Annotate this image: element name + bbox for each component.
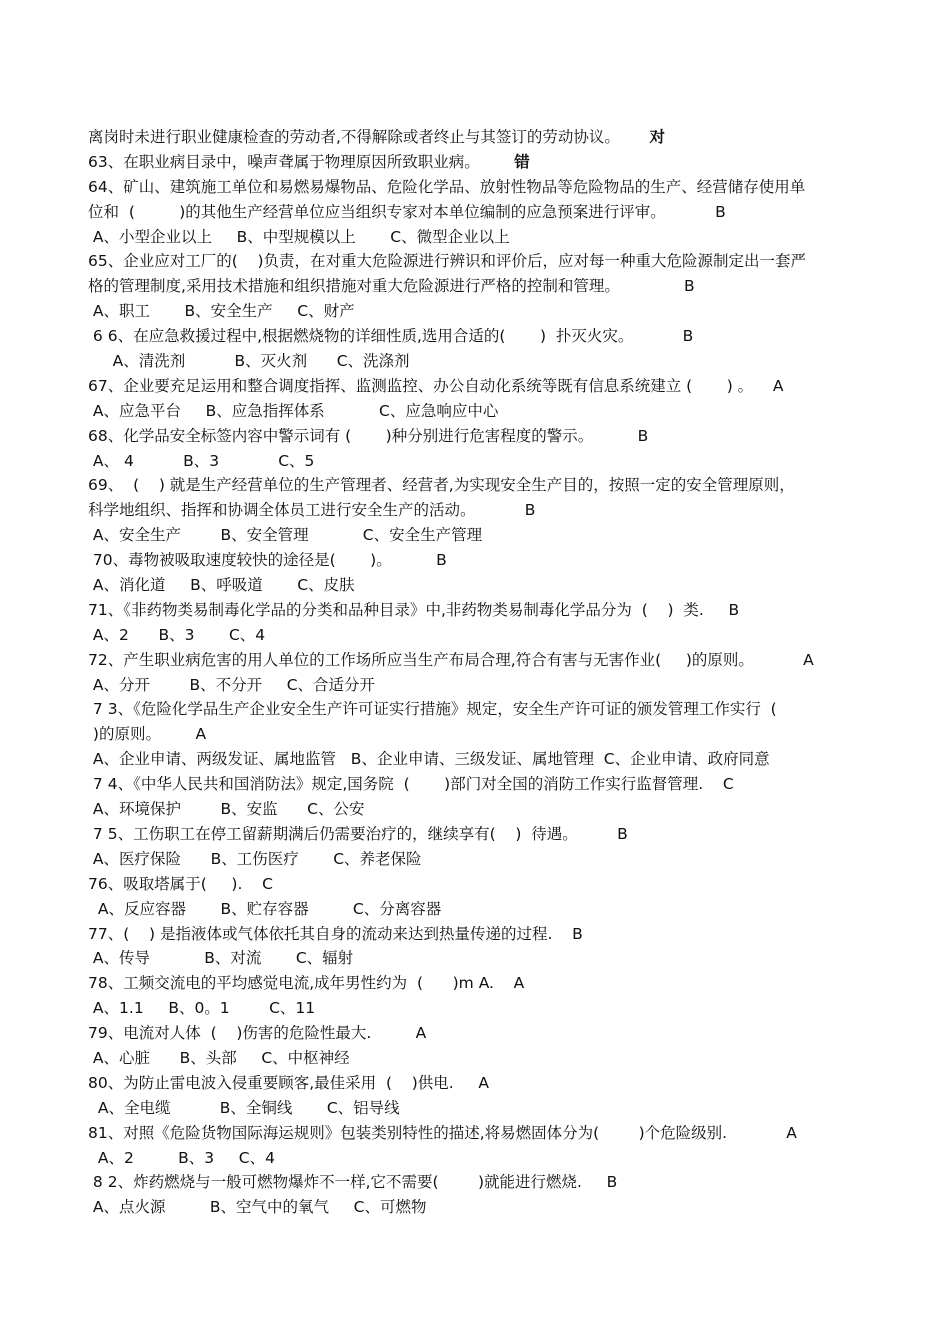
text-line: A、心脏 B、头部 C、中枢神经 (88, 1048, 350, 1067)
text-line: A、 4 B、3 C、5 (88, 451, 315, 470)
text-line: 64、矿山、建筑施工单位和易燃易爆物品、危险化学品、放射性物品等危险物品的生产、经营储存使用单 (88, 177, 806, 196)
text-line: 76、吸取塔属于( ). C (88, 874, 273, 893)
text-line: A、全电缆 B、全铜线 C、铝导线 (88, 1098, 400, 1117)
text-line: 科学地组织、指挥和协调全体员工进行安全生产的活动。 B (88, 501, 536, 520)
text-line: A、企业申请、两级发证、属地监管 B、企业申请、三级发证、属地管理 C、企业申请、政府同意 (88, 750, 770, 769)
text-line: 71、《非药物类易制毒化学品的分类和品种目录》中,非药物类易制毒化学品分为 ( ) 类. B (88, 600, 740, 619)
text-line: A、2 B、3 C、4 (88, 625, 266, 644)
text-line: 7 3、《危险化学品生产企业安全生产许可证实行措施》规定，安全生产许可证的颁发管理工作实行 ( (88, 700, 777, 719)
text-line: 63、在职业病目录中，噪声聋属于物理原因所致职业病。 错 (88, 152, 530, 171)
text-line: A、小型企业以上 B、中型规模以上 C、微型企业以上 (88, 227, 510, 246)
text-line: A、应急平台 B、应急指挥体系 C、应急响应中心 (88, 401, 499, 420)
text-line: 78、工频交流电的平均感觉电流,成年男性约为 ( )m A. A (88, 974, 525, 993)
text-line: 位和 ( )的其他生产经营单位应当组织专家对本单位编制的应急预案进行评审。 B (88, 202, 726, 221)
text-line: A、1.1 B、0。1 C、11 (88, 999, 316, 1018)
text-line: 8 2、炸药燃烧与一般可燃物爆炸不一样,它不需要( )就能进行燃烧. B (88, 1173, 618, 1192)
document-page (88, 125, 878, 1220)
text-line: A、环境保护 B、安监 C、公安 (88, 800, 365, 819)
text-line: 72、产生职业病危害的用人单位的工作场所应当生产布局合理,符合有害与无害作业( )的原则。 A (88, 650, 814, 669)
text-line: A、分开 B、不分开 C、合适分开 (88, 675, 376, 694)
text-line: 69、 ( ) 就是生产经营单位的生产管理者、经营者,为实现安全生产目的，按照一定的安全管理原则， (88, 476, 795, 495)
text-line: 79、电流对人体 ( )伤害的危险性最大. A (88, 1024, 427, 1043)
text-line: A、反应容器 B、贮存容器 C、分离容器 (88, 899, 442, 918)
text-line: A、医疗保险 B、工伤医疗 C、养老保险 (88, 849, 422, 868)
text-line: A、清洗剂 B、灭火剂 C、洗涤剂 (88, 352, 410, 371)
text-line: A、消化道 B、呼吸道 C、皮肤 (88, 576, 355, 595)
text-line: 70、毒物被吸取速度较快的途径是( )。 B (88, 551, 447, 570)
text-line: )的原则。 A (88, 725, 207, 744)
answer-mark: 错 (514, 152, 530, 171)
text-line: 7 4、《中华人民共和国消防法》规定,国务院 ( )部门对全国的消防工作实行监督管理. C (88, 775, 734, 794)
text-line: 67、企业要充足运用和整合调度指挥、监测监控、办公自动化系统等既有信息系统建立 ( ) 。 A (88, 376, 784, 395)
answer-mark: 对 (649, 128, 666, 146)
text-line: A、安全生产 B、安全管理 C、安全生产管理 (88, 526, 483, 545)
text-line: A、传导 B、对流 C、辐射 (88, 949, 354, 968)
text-line: 80、为防止雷电波入侵重要顾客,最佳采用 ( )供电. A (88, 1073, 489, 1092)
text-line: 格的管理制度,采用技术措施和组织措施对重大危险源进行严格的控制和管理。 B (88, 277, 695, 296)
text-line: A、职工 B、安全生产 C、财产 (88, 302, 355, 321)
text-line: 81、对照《危险货物国际海运规则》包装类别特性的描述,将易燃固体分为( )个危险级别. A (88, 1123, 797, 1142)
text-line: 6 6、在应急救援过程中,根据燃烧物的详细性质,选用合适的( ) 扑灭火灾。 B (88, 327, 694, 346)
text-line: 68、化学品安全标签内容中警示词有 ( )种分别进行危害程度的警示。 B (88, 426, 649, 445)
text-line: A、点火源 B、空气中的氧气 C、可燃物 (88, 1198, 427, 1217)
text-line: 65、企业应对工厂的( )负责，在对重大危险源进行辨识和评价后，应对每一种重大危险源制定出一套严 (88, 252, 807, 271)
text-line: 7 5、工伤职工在停工留薪期满后仍需要治疗的，继续享有( ) 待遇。 B (88, 824, 628, 843)
text-line: A、2 B、3 C、4 (88, 1148, 275, 1167)
text-line: 77、( ) 是指液体或气体依托其自身的流动来达到热量传递的过程. B (88, 924, 583, 943)
text-line: 离岗时未进行职业健康检查的劳动者,不得解除或者终止与其签订的劳动协议。 对 (88, 128, 666, 146)
